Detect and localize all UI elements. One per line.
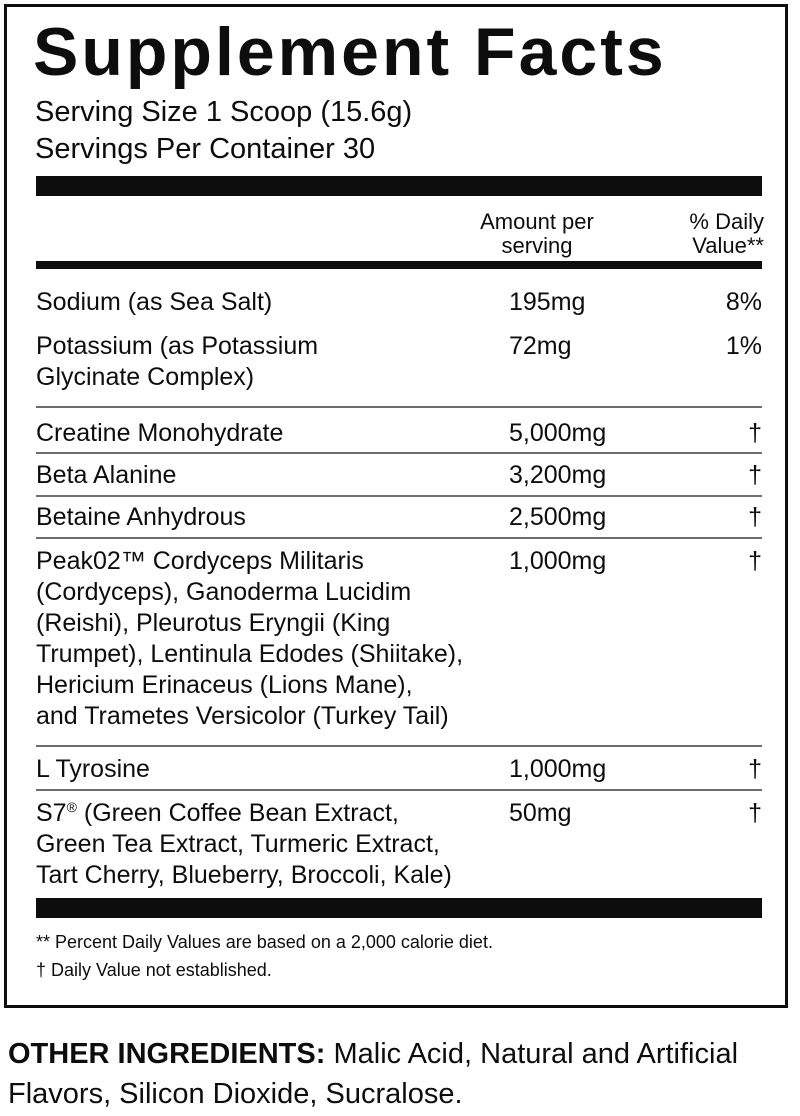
ingredient-name-line: Green Tea Extract, Turmeric Extract, [36, 830, 440, 858]
ingredient-name-line: L Tyrosine [36, 755, 150, 783]
ingredient-name [36, 502, 506, 533]
dv-header-line-2: Value** [692, 233, 764, 258]
footnote-not-established: † Daily Value not established. [36, 960, 272, 980]
row-divider [36, 406, 762, 408]
row-divider [36, 452, 762, 454]
other-ingredients [8, 1034, 798, 1114]
ingredient-name-line: Betaine Anhydrous [36, 503, 246, 531]
ingredient-daily-value: † [748, 547, 762, 575]
thick-divider-top [36, 176, 762, 196]
ingredient-name-line: Creatine Monohydrate [36, 419, 284, 447]
ingredient-amount: 1,000mg [509, 755, 607, 783]
ingredient-name [36, 546, 506, 732]
ingredient-name [36, 418, 506, 449]
other-ingredients-label: OTHER INGREDIENTS: [8, 1038, 326, 1070]
thick-divider-bottom [36, 898, 762, 918]
dv-header-line-1: % Daily [689, 209, 764, 234]
ingredient-name-line: (Reishi), Pleurotus Eryngii (King [36, 609, 391, 637]
ingredient-name-line: Peak02™ Cordyceps Militaris [36, 547, 364, 575]
ingredient-name-line: Hericium Erinaceus (Lions Mane), [36, 671, 413, 699]
amount-per-serving-header [462, 210, 612, 258]
ingredient-name-line: (Cordyceps), Ganoderma Lucidim [36, 578, 412, 606]
other-ingredients-line-1 [8, 1034, 798, 1074]
s7-line-1-rest: (Green Coffee Bean Extract, [76, 799, 399, 827]
ingredient-name [36, 798, 506, 891]
nutrient-name [36, 287, 506, 318]
ingredient-name [36, 460, 506, 491]
row-divider [36, 745, 762, 747]
medium-divider [36, 261, 762, 269]
registered-mark: ® [66, 799, 77, 815]
serving-size: Serving Size 1 Scoop (15.6g) [35, 96, 413, 128]
nutrient-name-line: Potassium (as Potassium [36, 332, 319, 360]
ingredient-name-line: and Trametes Versicolor (Turkey Tail) [36, 702, 449, 730]
row-divider [36, 537, 762, 539]
ingredient-name-line: Trumpet), Lentinula Edodes (Shiitake), [36, 640, 464, 668]
s7-brand: S7 [36, 799, 67, 827]
ingredient-daily-value: † [748, 799, 762, 827]
amount-header-line-2: serving [501, 233, 573, 258]
other-ingredients-text-1: Malic Acid, Natural and Artificial [325, 1038, 739, 1070]
nutrient-daily-value: 8% [725, 288, 762, 316]
ingredient-daily-value: † [748, 503, 762, 531]
ingredient-name-line [36, 798, 506, 829]
nutrient-daily-value: 1% [725, 332, 762, 360]
ingredient-daily-value: † [748, 755, 762, 783]
ingredient-daily-value: † [748, 419, 762, 447]
other-ingredients-line-2: Flavors, Silicon Dioxide, Sucralose. [8, 1078, 463, 1110]
ingredient-amount: 2,500mg [509, 503, 607, 531]
amount-header-line-1: Amount per [480, 209, 594, 234]
row-divider [36, 495, 762, 497]
panel-title: Supplement Facts [33, 14, 667, 90]
ingredient-name-line: Tart Cherry, Blueberry, Broccoli, Kale) [36, 861, 452, 889]
nutrient-name-line: Sodium (as Sea Salt) [36, 288, 273, 316]
daily-value-header [664, 210, 764, 258]
nutrient-name-line: Glycinate Complex) [36, 363, 255, 391]
ingredient-daily-value: † [748, 461, 762, 489]
nutrient-name [36, 331, 506, 393]
footnote-daily-values: ** Percent Daily Values are based on a 2,000 calorie diet. [36, 932, 493, 952]
servings-per-container: Servings Per Container 30 [35, 133, 376, 165]
nutrient-amount: 195mg [509, 288, 586, 316]
ingredient-name [36, 754, 506, 785]
ingredient-amount: 5,000mg [509, 419, 607, 447]
row-divider [36, 789, 762, 791]
nutrient-amount: 72mg [509, 332, 572, 360]
ingredient-amount: 3,200mg [509, 461, 607, 489]
ingredient-name-line: Beta Alanine [36, 461, 177, 489]
ingredient-amount: 1,000mg [509, 547, 607, 575]
ingredient-amount: 50mg [509, 799, 572, 827]
